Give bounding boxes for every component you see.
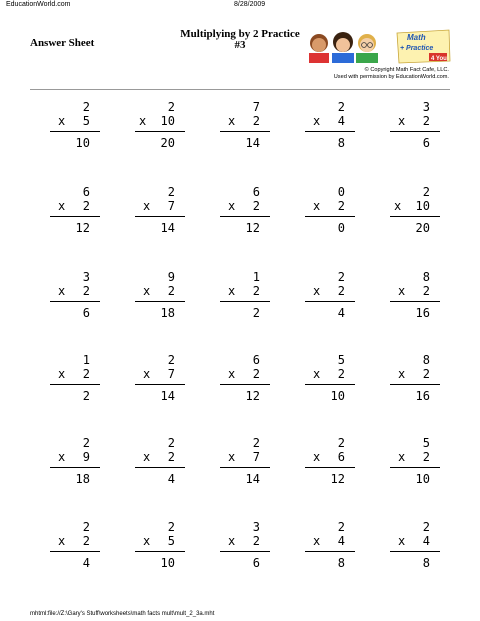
answer-bar: [135, 131, 185, 132]
multiplicand: 2: [167, 436, 175, 450]
problem-5: [390, 100, 440, 150]
answer-bar: [220, 301, 270, 302]
multiply-sign: x: [143, 450, 151, 464]
multiplier: 2: [82, 199, 90, 213]
problem-13: [220, 270, 270, 320]
problem-27: [135, 520, 185, 570]
answer: 14: [245, 136, 260, 150]
multiplier-row: [305, 450, 355, 464]
multiplicand: 3: [422, 100, 430, 114]
page-title: [170, 29, 310, 51]
multiplier: 2: [167, 450, 175, 464]
multiplicand: 6: [252, 353, 260, 367]
multiplier-row: [305, 367, 355, 381]
multiply-sign: x: [228, 450, 236, 464]
copyright-credit: [334, 67, 449, 80]
multiplier-row: [305, 199, 355, 213]
answer-sheet-label: Answer Sheet: [30, 37, 95, 49]
multiplicand: 5: [337, 353, 345, 367]
answer-bar: [390, 131, 440, 132]
problem-16: [50, 353, 100, 403]
multiply-sign: x: [143, 534, 151, 548]
multiplicand: 1: [82, 353, 90, 367]
answer-bar: [135, 467, 185, 468]
problem-15: [390, 270, 440, 320]
answer-bar: [220, 131, 270, 132]
answer: 20: [160, 136, 175, 150]
multiplier-row: [220, 199, 270, 213]
multiplicand: 2: [167, 185, 175, 199]
answer-bar: [50, 131, 100, 132]
problem-6: [50, 185, 100, 235]
answer: 4: [337, 306, 345, 320]
answer-bar: [50, 216, 100, 217]
answer-bar: [390, 301, 440, 302]
answer: 20: [415, 221, 430, 235]
answer: 2: [252, 306, 260, 320]
multiplier: 2: [252, 284, 260, 298]
multiplicand: 0: [337, 185, 345, 199]
multiply-sign: x: [398, 534, 406, 548]
answer: 14: [160, 389, 175, 403]
answer-bar: [135, 384, 185, 385]
problem-21: [50, 436, 100, 486]
multiplier: 6: [337, 450, 345, 464]
title-line-2: #3: [234, 39, 246, 51]
multiplier-row: [305, 284, 355, 298]
multiply-sign: x: [313, 534, 321, 548]
answer: 0: [337, 221, 345, 235]
multiplier-row: [135, 199, 185, 213]
problem-8: [220, 185, 270, 235]
title-line-1: Multiplying by 2 Practice: [180, 28, 300, 40]
site-name: EducationWorld.com: [6, 1, 71, 8]
file-path-footer: mhtml:file://Z:\Gary's Stuff\worksheets\math facts mult\mult_2_3a.mht: [30, 611, 215, 617]
multiplier: 2: [422, 114, 430, 128]
multiply-sign: x: [143, 367, 151, 381]
multiplicand: 6: [252, 185, 260, 199]
multiply-sign: x: [398, 284, 406, 298]
multiplier: 2: [337, 199, 345, 213]
answer-bar: [305, 467, 355, 468]
answer-bar: [220, 467, 270, 468]
problem-9: [305, 185, 355, 235]
multiply-sign: x: [58, 450, 66, 464]
answer: 6: [82, 306, 90, 320]
multiplicand: 2: [422, 520, 430, 534]
multiplier: 10: [415, 199, 430, 213]
problem-28: [220, 520, 270, 570]
answer: 8: [337, 136, 345, 150]
answer-bar: [50, 301, 100, 302]
multiply-sign: x: [58, 199, 66, 213]
multiplier: 5: [82, 114, 90, 128]
multiplicand: 2: [82, 436, 90, 450]
answer: 2: [82, 389, 90, 403]
logo-word-4you: 4 You: [431, 56, 447, 62]
multiplier-row: [135, 534, 185, 548]
multiplier: 2: [252, 114, 260, 128]
problem-4: [305, 100, 355, 150]
answer-bar: [135, 216, 185, 217]
problem-24: [305, 436, 355, 486]
answer-bar: [305, 384, 355, 385]
answer: 4: [82, 556, 90, 570]
answer-bar: [390, 216, 440, 217]
multiplier: 2: [82, 284, 90, 298]
multiplicand: 2: [337, 270, 345, 284]
multiply-sign: x: [313, 199, 321, 213]
multiply-sign: x: [398, 450, 406, 464]
multiplier: 5: [167, 534, 175, 548]
answer-bar: [50, 551, 100, 552]
multiplicand: 1: [252, 270, 260, 284]
multiplier-row: [220, 114, 270, 128]
answer: 6: [422, 136, 430, 150]
answer: 16: [415, 389, 430, 403]
multiplier: 2: [422, 450, 430, 464]
multiply-sign: x: [143, 199, 151, 213]
multiplier-row: [135, 114, 185, 128]
multiply-sign: x: [398, 114, 406, 128]
multiplier: 7: [252, 450, 260, 464]
answer-bar: [305, 216, 355, 217]
answer-bar: [135, 551, 185, 552]
multiplicand: 8: [422, 353, 430, 367]
multiplicand: 7: [252, 100, 260, 114]
problem-23: [220, 436, 270, 486]
multiplier: 2: [422, 284, 430, 298]
answer: 14: [245, 472, 260, 486]
multiplicand: 2: [167, 100, 175, 114]
multiplier: 9: [82, 450, 90, 464]
answer: 16: [415, 306, 430, 320]
credit-line-1: © Copyright Math Fact Cafe, LLC.: [364, 67, 449, 73]
multiply-sign: x: [58, 534, 66, 548]
multiplier: 2: [167, 284, 175, 298]
multiplier-row: [135, 450, 185, 464]
answer: 4: [167, 472, 175, 486]
multiply-sign: x: [228, 114, 236, 128]
problem-10: [390, 185, 440, 235]
problem-18: [220, 353, 270, 403]
answer: 6: [252, 556, 260, 570]
multiplier-row: [220, 284, 270, 298]
answer: 18: [160, 306, 175, 320]
answer-bar: [390, 384, 440, 385]
multiplier-row: [135, 367, 185, 381]
multiplier: 2: [422, 367, 430, 381]
problem-25: [390, 436, 440, 486]
logo-word-practice: + Practice: [400, 45, 434, 52]
answer: 10: [330, 389, 345, 403]
answer: 8: [422, 556, 430, 570]
answer-bar: [390, 467, 440, 468]
credit-line-2: Used with permission by EducationWorld.com.: [333, 73, 449, 80]
multiplicand: 9: [167, 270, 175, 284]
multiply-sign: x: [228, 284, 236, 298]
problem-12: [135, 270, 185, 320]
problem-20: [390, 353, 440, 403]
multiplier: 2: [252, 199, 260, 213]
multiplier-row: [305, 534, 355, 548]
multiplicand: 2: [252, 436, 260, 450]
answer: 12: [245, 221, 260, 235]
problem-7: [135, 185, 185, 235]
multiply-sign: x: [58, 284, 66, 298]
math-practice-logo-icon: [395, 29, 451, 64]
problem-3: [220, 100, 270, 150]
kids-illustration-icon: [305, 29, 385, 63]
problem-14: [305, 270, 355, 320]
answer-bar: [390, 551, 440, 552]
multiplier: 4: [422, 534, 430, 548]
multiply-sign: x: [228, 367, 236, 381]
multiplier-row: [390, 450, 440, 464]
multiplier-row: [220, 450, 270, 464]
problem-19: [305, 353, 355, 403]
multiplier: 2: [252, 367, 260, 381]
multiplier-row: [220, 367, 270, 381]
multiplicand: 2: [167, 353, 175, 367]
multiplicand: 2: [82, 520, 90, 534]
multiplicand: 8: [422, 270, 430, 284]
multiplier-row: [390, 367, 440, 381]
multiplier: 2: [337, 284, 345, 298]
answer-bar: [220, 216, 270, 217]
problem-30: [390, 520, 440, 570]
multiplicand: 3: [82, 270, 90, 284]
answer: 12: [330, 472, 345, 486]
multiplier-row: [50, 450, 100, 464]
multiplier-row: [50, 367, 100, 381]
multiplicand: 2: [337, 100, 345, 114]
multiplier: 7: [167, 367, 175, 381]
multiplicand: 2: [337, 436, 345, 450]
multiplicand: 6: [82, 185, 90, 199]
answer: 10: [415, 472, 430, 486]
multiply-sign: x: [313, 284, 321, 298]
answer-bar: [305, 131, 355, 132]
multiplier: 4: [337, 534, 345, 548]
multiplier-row: [390, 284, 440, 298]
multiplier: 2: [337, 367, 345, 381]
answer: 18: [75, 472, 90, 486]
multiply-sign: x: [228, 199, 236, 213]
multiplier-row: [50, 114, 100, 128]
multiplier: 2: [82, 367, 90, 381]
multiplier: 2: [252, 534, 260, 548]
multiplier-row: [390, 534, 440, 548]
answer: 10: [75, 136, 90, 150]
multiply-sign: x: [313, 114, 321, 128]
problem-11: [50, 270, 100, 320]
answer-bar: [50, 384, 100, 385]
problem-22: [135, 436, 185, 486]
multiplier-row: [50, 534, 100, 548]
answer: 14: [160, 221, 175, 235]
answer: 12: [75, 221, 90, 235]
answer-bar: [305, 551, 355, 552]
problem-17: [135, 353, 185, 403]
multiply-sign: x: [139, 114, 147, 128]
multiply-sign: x: [58, 114, 66, 128]
multiply-sign: x: [398, 367, 406, 381]
problem-26: [50, 520, 100, 570]
problem-2: [135, 100, 185, 150]
problem-1: [50, 100, 100, 150]
multiplier-row: [390, 114, 440, 128]
multiply-sign: x: [143, 284, 151, 298]
problem-29: [305, 520, 355, 570]
multiply-sign: x: [394, 199, 402, 213]
multiplicand: 2: [82, 100, 90, 114]
multiplier: 4: [337, 114, 345, 128]
multiplier-row: [135, 284, 185, 298]
multiplier-row: [50, 284, 100, 298]
print-date: 8/28/2009: [234, 1, 266, 8]
multiplier-row: [390, 199, 440, 213]
multiplicand: 3: [252, 520, 260, 534]
header-divider: [30, 89, 450, 90]
multiply-sign: x: [58, 367, 66, 381]
answer-bar: [220, 551, 270, 552]
multiplier-row: [305, 114, 355, 128]
answer: 8: [337, 556, 345, 570]
answer-bar: [135, 301, 185, 302]
multiplier-row: [50, 199, 100, 213]
multiply-sign: x: [228, 534, 236, 548]
logo-word-math: Math: [407, 33, 426, 42]
answer-bar: [50, 467, 100, 468]
multiplicand: 5: [422, 436, 430, 450]
answer: 10: [160, 556, 175, 570]
multiplier-row: [220, 534, 270, 548]
answer: 12: [245, 389, 260, 403]
multiplicand: 2: [337, 520, 345, 534]
answer-bar: [305, 301, 355, 302]
multiplier: 10: [160, 114, 175, 128]
multiply-sign: x: [313, 450, 321, 464]
multiplicand: 2: [422, 185, 430, 199]
multiplicand: 2: [167, 520, 175, 534]
multiplier: 2: [82, 534, 90, 548]
multiply-sign: x: [313, 367, 321, 381]
multiplier: 7: [167, 199, 175, 213]
answer-bar: [220, 384, 270, 385]
